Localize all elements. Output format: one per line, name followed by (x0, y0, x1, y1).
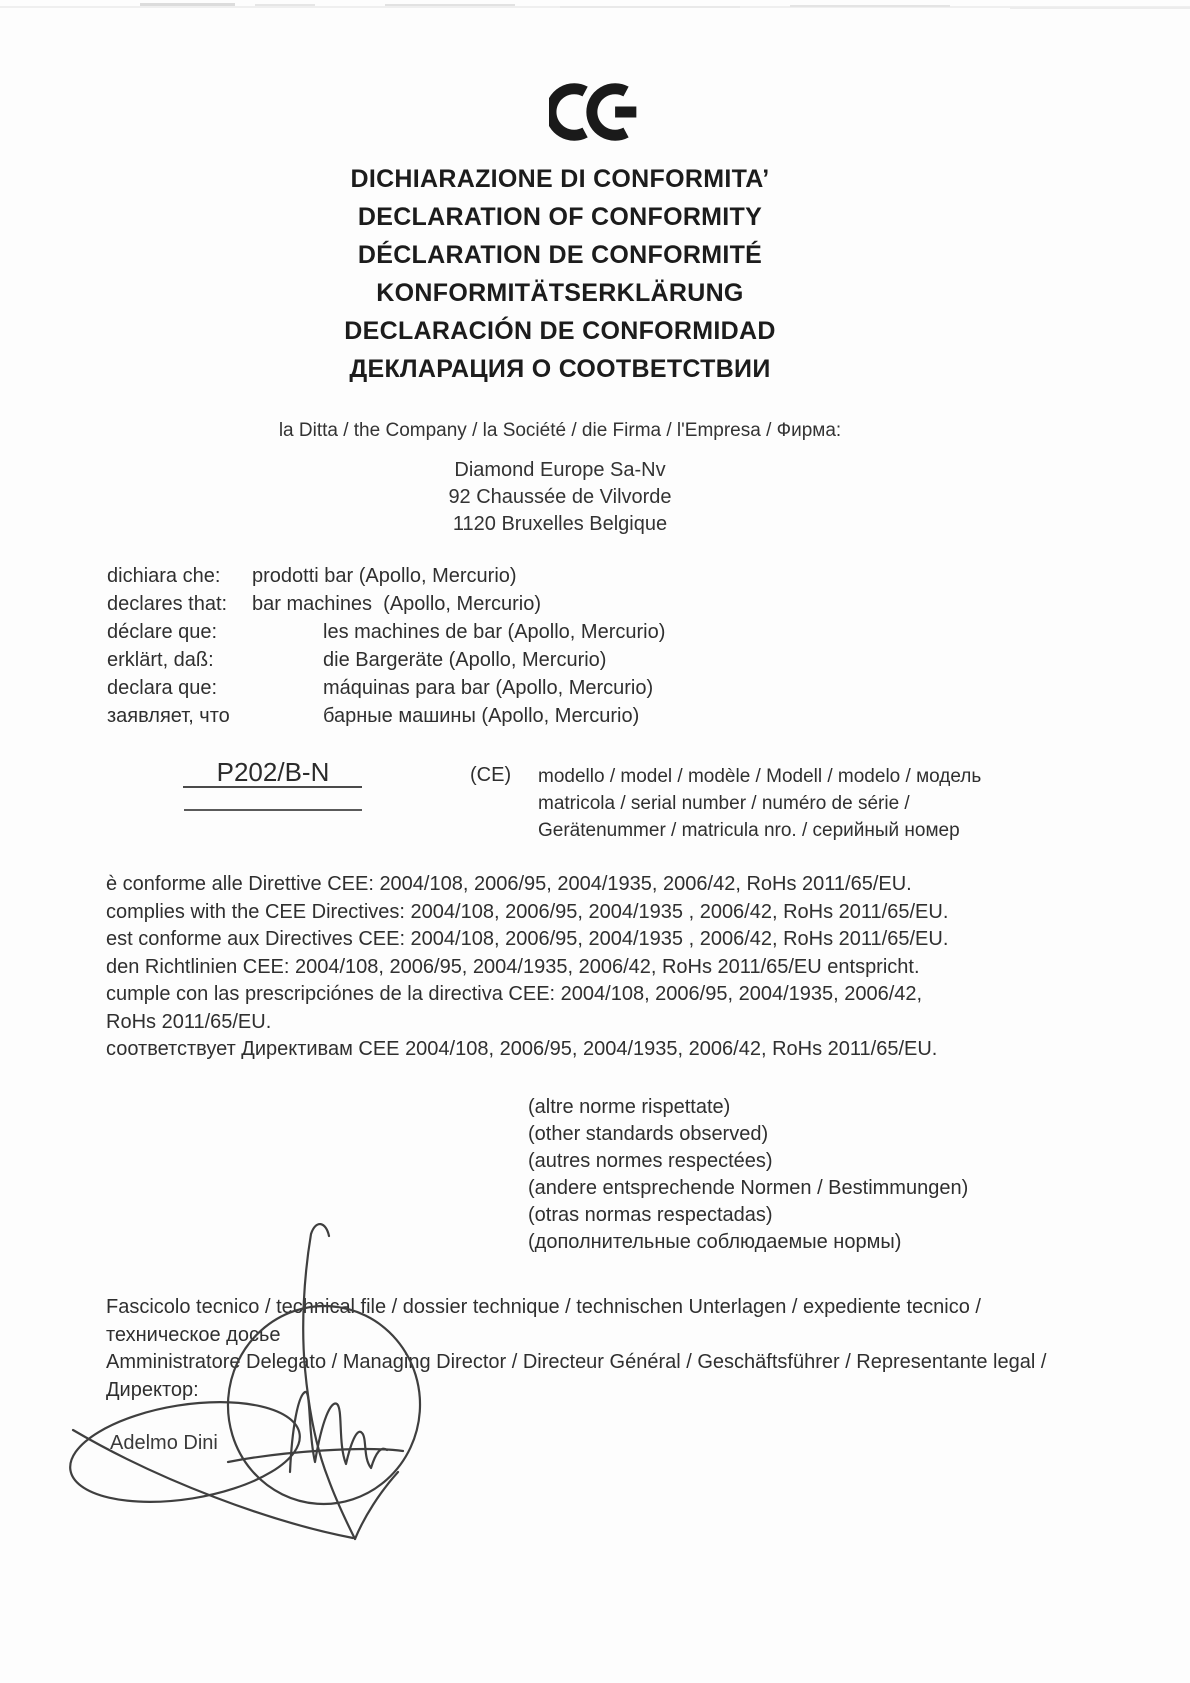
model-underline (183, 786, 362, 788)
declaration-label: dichiara che: (107, 565, 221, 587)
scan-artifact (1010, 7, 1190, 9)
role-line: Amministratore Delegato / Managing Director / Directeur Général / Geschäftsführer / Representante legal / (106, 1351, 1047, 1373)
directive-line: est conforme aux Directives CEE: 2004/108, 2006/95, 2004/1935 , 2006/42, RoHs 2011/65/EU. (106, 928, 949, 950)
scan-artifact (140, 3, 235, 6)
declaration-value: máquinas para bar (Apollo, Mercurio) (323, 677, 654, 699)
model-caption-line: Gerätenummer / matricula nro. / серийный номер (538, 820, 960, 841)
document-titles (0, 160, 1120, 388)
scan-artifact (560, 6, 740, 8)
signatory-name: Adelmo Dini (110, 1432, 218, 1454)
declaration-value: die Bargeräte (Apollo, Mercurio) (323, 649, 607, 671)
title-line-en: DECLARATION OF CONFORMITY (357, 203, 763, 231)
declaration-label: erklärt, daß: (107, 649, 214, 671)
standards-line: (otras normas respectadas) (528, 1204, 773, 1226)
declaration-value: les machines de bar (Apollo, Mercurio) (323, 621, 666, 643)
title-line-fr: DÉCLARATION DE CONFORMITÉ (357, 241, 763, 269)
title-line-ru: ДЕКЛАРАЦИЯ О СООТВЕТСТВИИ (349, 355, 771, 383)
directive-line: den Richtlinien CEE: 2004/108, 2006/95, 2004/1935, 2006/42, RoHs 2011/65/EU entspricht. (106, 955, 920, 978)
declaration-label: declara que: (107, 677, 218, 699)
declaration-label: declares that: (107, 593, 228, 615)
role-line: Директор: (106, 1378, 199, 1401)
declaration-value: prodotti bar (Apollo, Mercurio) (252, 565, 517, 587)
company-intro-line: la Ditta / the Company / la Société / die Firma / l'Empresa / Фирма: (278, 420, 842, 441)
declaration-value: bar machines (Apollo, Mercurio) (252, 593, 541, 615)
standards-line: (дополнительные соблюдаемые нормы) (528, 1231, 902, 1253)
directives-paragraph (106, 871, 1116, 1064)
directive-line: cumple con las prescripciónes de la directiva CEE: 2004/108, 2006/95, 2004/1935, 2006/42, (106, 983, 923, 1005)
declaration-label: déclare que: (107, 621, 218, 643)
standards-block (528, 1094, 968, 1256)
company-street: 92 Chaussée de Vilvorde (448, 486, 672, 508)
company-city: 1120 Bruxelles Belgique (452, 513, 668, 535)
standards-line: (other standards observed) (528, 1123, 769, 1145)
model-number: P202/B-N (216, 757, 330, 787)
declaration-value: барные машины (Apollo, Mercurio) (323, 705, 640, 727)
model-caption-line: modello / model / modèle / Modell / modelo / модель (538, 766, 982, 787)
declaration-label: заявляет, что (107, 705, 230, 727)
directive-line: è conforme alle Direttive CEE: 2004/108, 2006/95, 2004/1935, 2006/42, RoHs 2011/65/EU. (106, 873, 912, 895)
standards-line: (altre norme rispettate) (528, 1096, 731, 1118)
directive-line: соответствует Директивам CEE 2004/108, 2006/95, 2004/1935, 2006/42, RoHs 2011/65/EU. (106, 1038, 938, 1060)
directive-line: RoHs 2011/65/EU. (106, 1010, 272, 1033)
company-name: Diamond Europe Sa-Nv (454, 459, 666, 481)
company-address-block (0, 457, 1120, 538)
serial-underline (184, 809, 362, 811)
directive-line: complies with the CEE Directives: 2004/108, 2006/95, 2004/1935 , 2006/42, RoHs 2011/65/EU. (106, 900, 949, 923)
scan-artifact (385, 4, 515, 6)
title-line-it: DICHIARAZIONE DI CONFORMITA’ (350, 165, 770, 193)
title-line-es: DECLARACIÓN DE CONFORMIDAD (344, 317, 776, 345)
ce-mark-logo (549, 77, 645, 147)
signature (40, 1200, 520, 1580)
ce-tag: (CE) (470, 764, 512, 786)
technical-file-line: техническое досье (106, 1323, 281, 1346)
title-line-de: KONFORMITÄTSERKLÄRUNG (376, 279, 744, 307)
model-caption (538, 763, 981, 844)
standards-line: (andere entsprechende Normen / Bestimmungen) (528, 1177, 969, 1199)
standards-line: (autres normes respectées) (528, 1150, 773, 1172)
scan-artifact (790, 5, 950, 7)
model-caption-line: matricola / serial number / numéro de série / (538, 793, 910, 814)
scan-artifact (255, 4, 315, 6)
technical-file-line: Fascicolo tecnico / technical file / dossier technique / technischen Unterlagen / expediente tecnico / (106, 1296, 981, 1318)
